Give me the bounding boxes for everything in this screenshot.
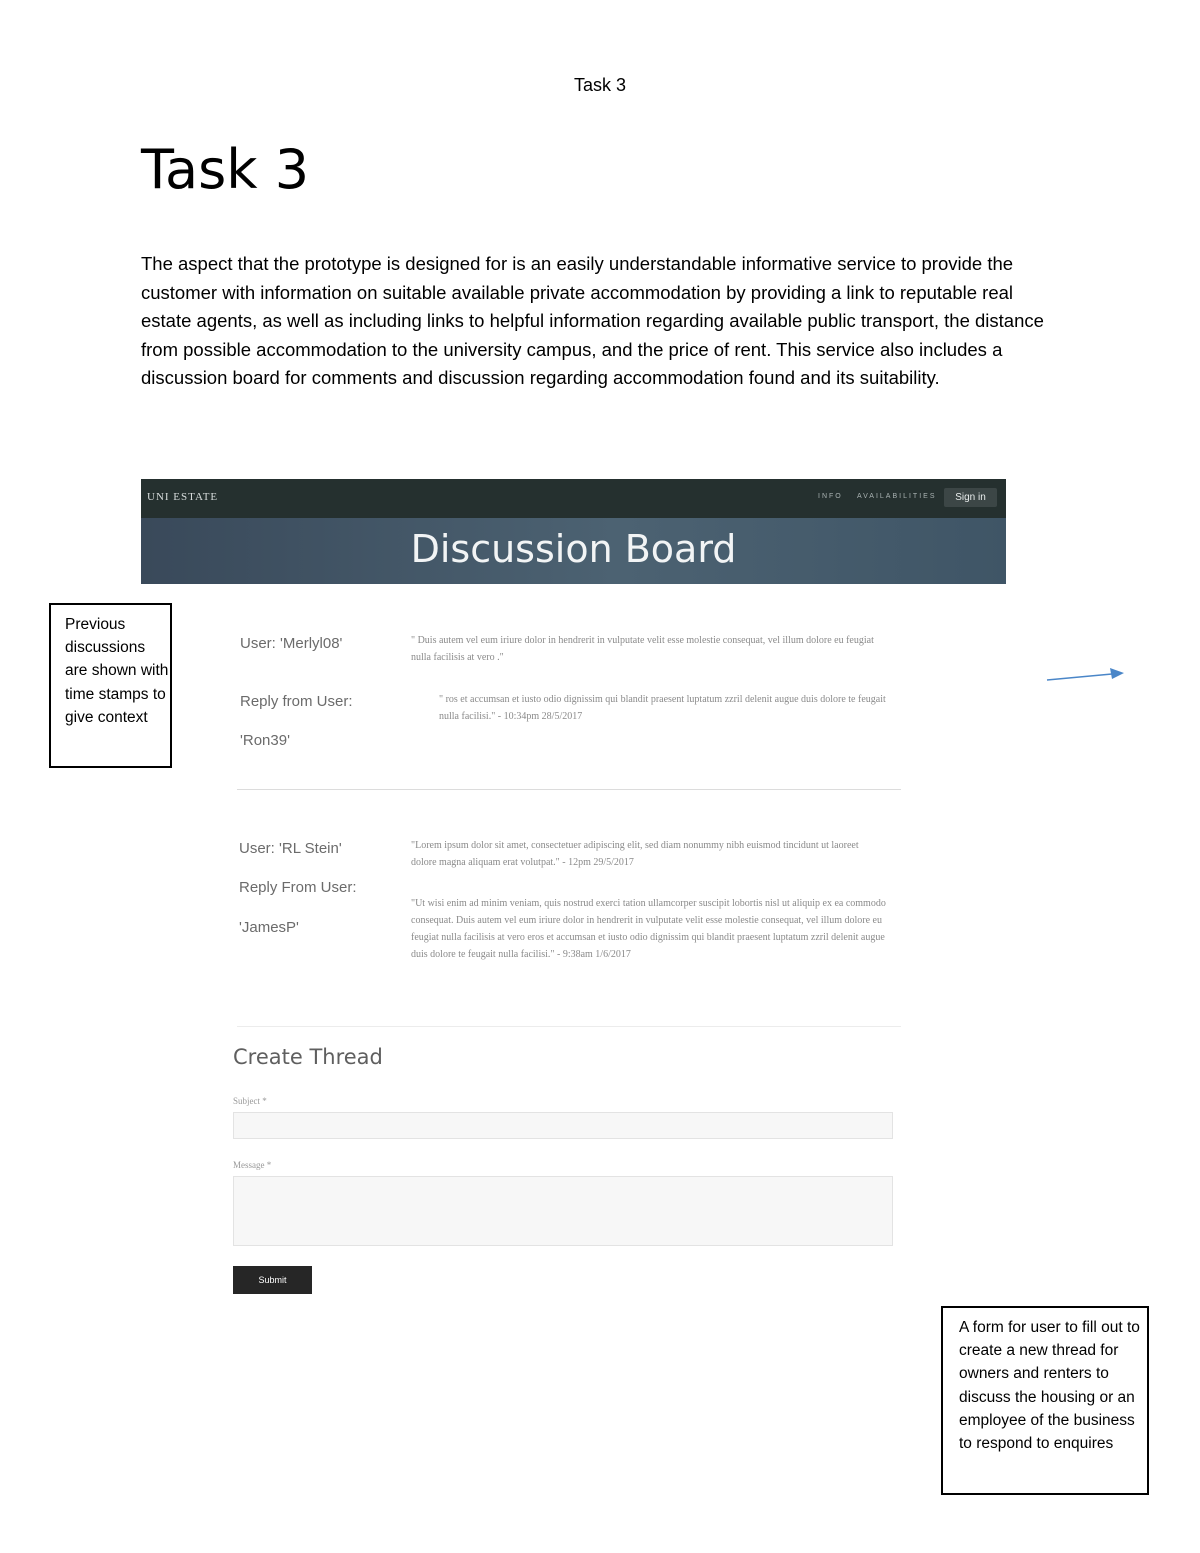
- create-thread-title: Create Thread: [233, 1045, 383, 1069]
- thread-comment: " Duis autem vel eum iriure dolor in hendrerit in vulputate velit esse molestie consequat, vel illum dolore eu feugiat nulla facilisis at vero .": [411, 635, 874, 663]
- hero-banner: [141, 518, 1006, 584]
- subject-label: Subject *: [233, 1096, 267, 1106]
- reply-comment: "Ut wisi enim ad minim veniam, quis nostrud exerci tation ullamcorper suscipit lobortis nisl ut aliquip ex ea commodo consequat. Duis autem vel eum iriure dolor in hendrerit in vulputate velit esse molestie consequat, vel illum dolore eu feugiat nulla facilisis at vero eros et accumsan et iusto odio dignissim qui blandit praesent luptatum zzril delenit augue duis dolore te feugait nulla facilisi." - 9:38am 1/6/2017: [411, 898, 886, 960]
- sign-in-button[interactable]: Sign in: [944, 488, 997, 507]
- thread-comment: "Lorem ipsum dolor sit amet, consectetuer adipiscing elit, sed diam nonummy nibh euismod tincidunt ut laoreet dolore magna aliquam erat volutpat." - 12pm 29/5/2017: [411, 840, 859, 868]
- reply-user: 'JamesP': [239, 919, 299, 936]
- submit-button[interactable]: Submit: [233, 1266, 312, 1294]
- running-header: Task 3: [573, 75, 627, 95]
- subject-input[interactable]: [233, 1112, 893, 1139]
- nav-link-info[interactable]: INFO: [818, 493, 843, 500]
- thread-user: User: 'RL Stein': [239, 840, 342, 857]
- reply-label: Reply From User:: [239, 879, 357, 896]
- reply-user: 'Ron39': [240, 732, 290, 749]
- arrow-icon: [1044, 664, 1128, 686]
- mockup-navbar: [141, 479, 1006, 518]
- nav-link-availabilities[interactable]: AVAILABILITIES: [857, 493, 937, 500]
- divider: [237, 789, 901, 790]
- reply-label: Reply from User:: [240, 693, 353, 710]
- hero-title: Discussion Board: [410, 527, 737, 571]
- message-label: Message *: [233, 1160, 272, 1170]
- message-textarea[interactable]: [233, 1176, 893, 1246]
- body-paragraph: The aspect that the prototype is designed for is an easily understandable informative service to provide the customer with information on suitable available private accommodation by providing a link to reputable real estate agents, as well as including links to helpful information regarding available public transport, the distance from possible accommodation to the university campus, and the price of rent. This service also includes a discussion board for comments and discussion regarding accommodation found and its suitability.: [141, 253, 1044, 388]
- thread-user: User: 'Merlyl08': [240, 635, 343, 652]
- brand-logo[interactable]: UNI ESTATE: [147, 491, 219, 503]
- callout-previous-discussions: Previous discussions are shown with time stamps to give context: [49, 603, 172, 768]
- callout-create-thread-form: A form for user to fill out to create a new thread for owners and renters to discuss the housing or an employee of the business to respond to enquires: [941, 1306, 1149, 1495]
- reply-comment: " ros et accumsan et iusto odio dignissim qui blandit praesent luptatum zzril delenit augue duis dolore te feugait nulla facilisi." - 10:34pm 28/5/2017: [439, 694, 886, 722]
- arrow-shaft: [1047, 674, 1112, 680]
- divider: [237, 1026, 901, 1027]
- document-title: Task 3: [141, 138, 310, 201]
- arrow-head: [1110, 668, 1124, 679]
